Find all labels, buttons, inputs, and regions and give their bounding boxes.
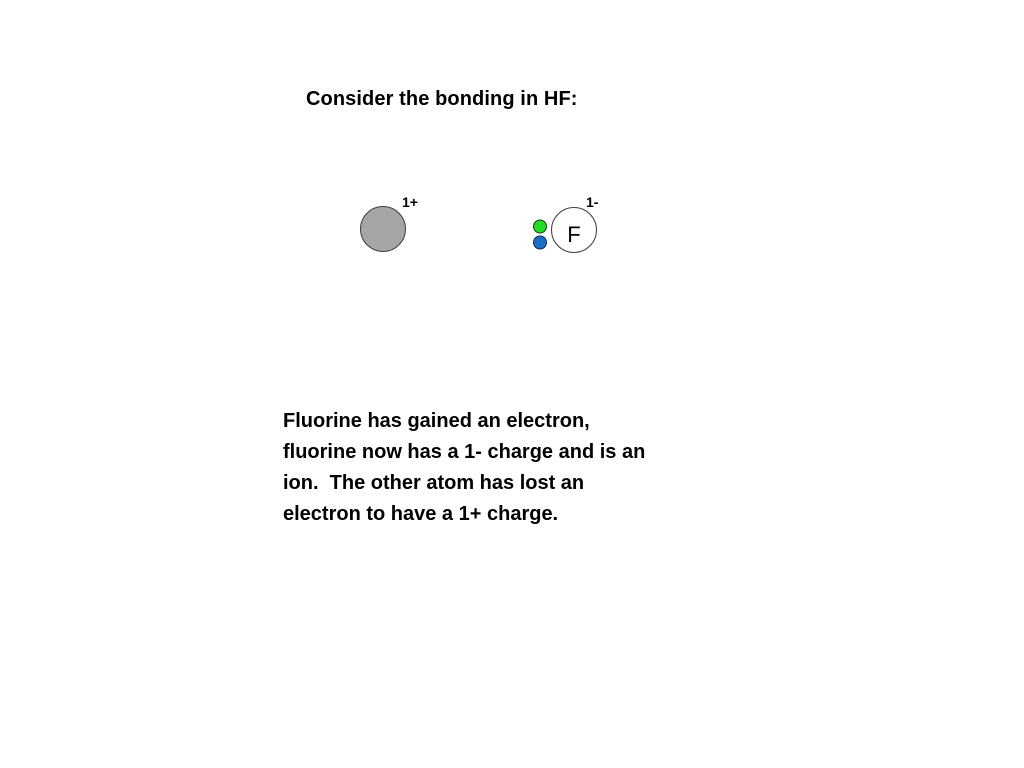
- explanation-line: electron to have a 1+ charge.: [283, 503, 559, 525]
- slide-title: Consider the bonding in HF:: [306, 88, 578, 110]
- gained-electron: [534, 236, 547, 249]
- explanation-line: ion. The other atom has lost an: [283, 472, 585, 494]
- hydrogen-charge-label: 1+: [402, 194, 418, 210]
- explanation-text: [283, 406, 703, 530]
- fluorine-charge-label: 1-: [586, 194, 599, 210]
- explanation-line: Fluorine has gained an electron,: [283, 410, 590, 432]
- hydrogen-nucleus: [361, 207, 406, 252]
- fluorine-ion: [534, 194, 599, 253]
- hydrogen-ion: [361, 194, 418, 252]
- explanation-line: fluorine now has a 1- charge and is an: [283, 441, 646, 463]
- fluorine-electron: [534, 220, 547, 233]
- fluorine-symbol: F: [567, 222, 581, 247]
